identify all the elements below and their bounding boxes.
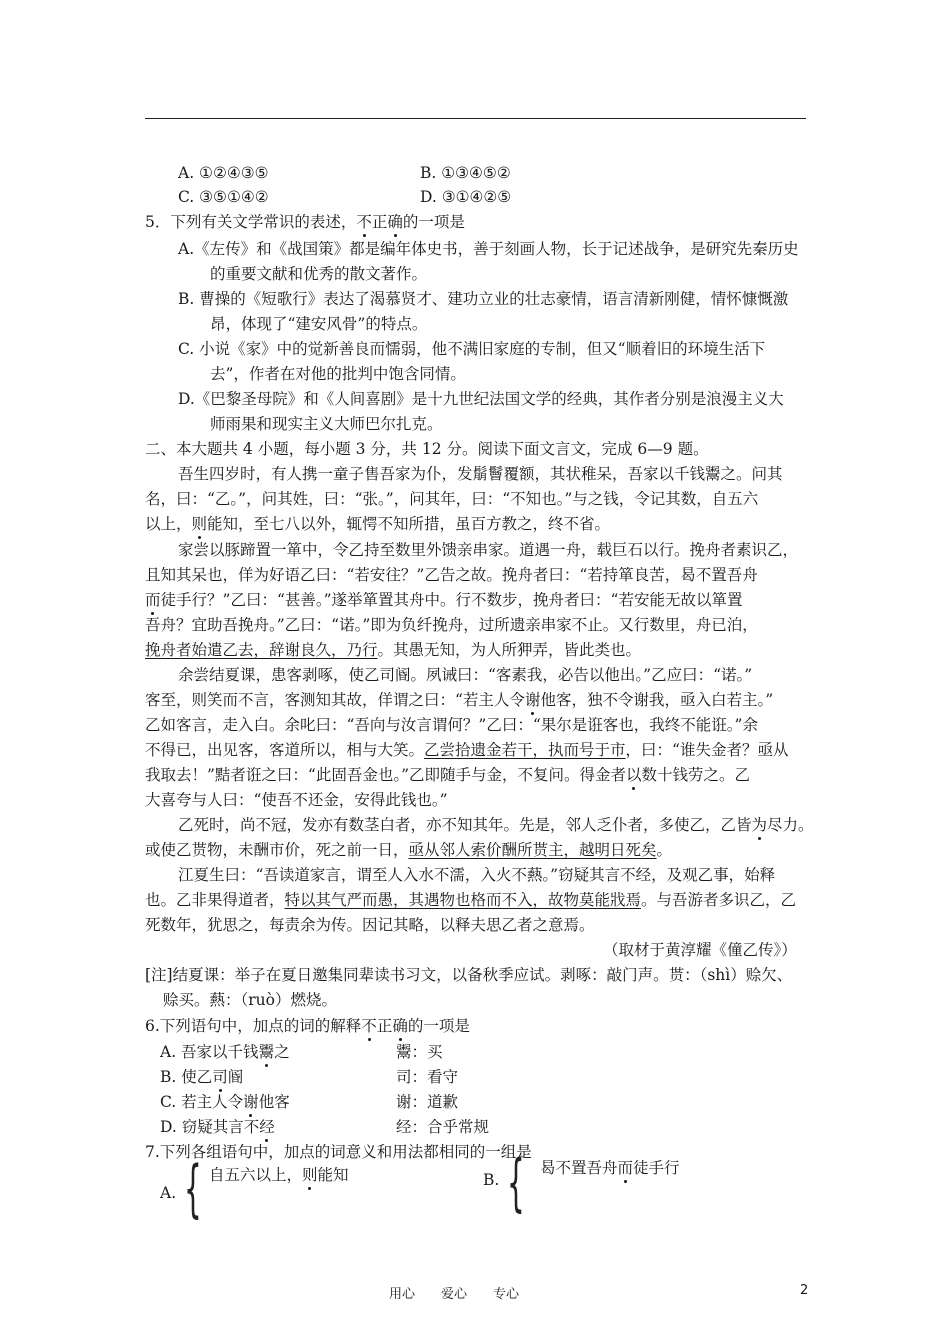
q7-option-a-label: A. — [160, 1184, 177, 1202]
passage-line: 我取去！”黠者诳之曰：“此固吾金也。”乙即随手与金，不复问。得金者以数十钱劳之。乙 — [145, 766, 751, 784]
passage-line: 死数年，犹思之，每责余为传。因记其略，以释夫思乙者之意焉。 — [145, 916, 595, 934]
q7-option-b-label: B. — [483, 1171, 500, 1189]
q5-option-a: A.《左传》和《战国策》都是编年体史书，善于刻画人物，长于记述战争，是研究先秦历史 — [178, 240, 799, 258]
passage-note: [注]结夏课：举子在夏日邀集同辈读书习文，以备秋季应试。剥啄：敲门声。贳：（shì）赊欠、 — [145, 966, 793, 984]
q5-option-c: C. 小说《家》中的觉新善良而懦弱，他不满旧家庭的专制，但又“顺着旧的环境生活下 — [178, 340, 766, 358]
passage-line: 或使乙贳物，未酬市价，死之前一日，亟从邻人索价酬所贳主，越明日死矣。 — [145, 841, 673, 859]
q7-option-a-line1: 自五六以上，则能知 — [209, 1166, 349, 1184]
q6-option-d-gloss: 经：合乎常规 — [396, 1118, 490, 1136]
q5-option-d-cont: 师雨果和现实主义大师巴尔扎克。 — [210, 415, 443, 433]
q6-option-c-gloss: 谢：道歉 — [396, 1093, 459, 1111]
passage-source: （取材于黄淳耀《僮乙传》） — [603, 941, 797, 959]
q5-stem: 5．下列有关文学常识的表述，不正确的一项是 — [145, 213, 465, 231]
underlined-sentence: 乙尝拾遗金若干，执而号于市 — [424, 741, 626, 759]
underlined-sentence: 挽舟者始遣乙去，辞谢良久，乃行 — [145, 641, 378, 659]
passage-line: 乙死时，尚不冠，发亦有数茎白者，亦不知其年。先是，邻人乏仆者，多使乙，乙皆为尽力。 — [178, 816, 814, 834]
passage-line: 以上，则能知，至七八以外，辄愕不知所措，虽百方教之，终不省。 — [145, 515, 611, 533]
q5-option-d: D.《巴黎圣母院》和《人间喜剧》是十九世纪法国文学的经典，其作者分别是浪漫主义大 — [178, 390, 784, 408]
q6-stem: 6.下列语句中，加点的词的解释不正确的一项是 — [145, 1017, 470, 1035]
left-brace-icon: { — [184, 1152, 202, 1225]
q6-option-a-gloss: 鬻：买 — [396, 1043, 443, 1061]
q7-stem: 7.下列各组语句中，加点的词意义和用法都相同的一组是 — [145, 1143, 532, 1161]
q6-option-b: B. 使乙司阍 — [160, 1068, 244, 1086]
passage-line: 大喜夸与人曰：“使吾不还金，安得此钱也。” — [145, 791, 448, 809]
passage-note-cont: 赊买。爇：（ruò）燃烧。 — [163, 991, 337, 1009]
passage-line: 也。乙非果得道者，特以其气严而愚，其遇物也格而不入，故物莫能戕焉。与吾游者多识乙，乙 — [145, 891, 797, 909]
q6-option-a: A. 吾家以千钱鬻之 — [160, 1043, 290, 1061]
q6-option-c: C. 若主人令谢他客 — [160, 1093, 290, 1111]
passage-line: 客至，则笑而不言，客测知其故，佯谓之曰：“若主人令谢他客，独不令谢我，亟入白若主。” — [145, 691, 774, 709]
passage-line: 不得已，出见客，客道所以，相与大笑。乙尝拾遗金若干，执而号于市，曰：“谁失金者？亟从 — [145, 741, 789, 759]
passage-line: 吾舟？宜助吾挽舟。”乙曰：“诺。”即为负纤挽舟，过所遗亲串家不止。又行数里，舟已泊， — [145, 616, 758, 634]
q6-option-b-gloss: 司：看守 — [396, 1068, 459, 1086]
q7-option-b-line1: 曷不置吾舟而徒手行 — [540, 1159, 680, 1177]
q6-option-d: D. 窃疑其言不经 — [160, 1118, 275, 1136]
header-rule — [145, 118, 806, 119]
passage-line: 挽舟者始遣乙去，辞谢良久，乃行。其愚无知，为人所狎弄，皆此类也。 — [145, 641, 642, 659]
passage-line: 乙如客言，走入白。余叱曰：“吾向与汝言谓何？”乙曰：“果尔是诳客也，我终不能诳。”余 — [145, 716, 758, 734]
passage-line: 吾生四岁时，有人携一童子售吾家为仆，发鬅鬙覆额，其状稚呆，吾家以千钱鬻之。问其 — [178, 465, 783, 483]
passage-line: 而徒手行？”乙曰：“甚善。”遂举箪置其舟中。行不数步，挽舟者曰：“若安能无故以箪置 — [145, 591, 743, 609]
page-number: 2 — [800, 1283, 809, 1298]
q4-option-c: C. ③⑤①④② — [178, 188, 269, 206]
underlined-sentence: 亟从邻人索价酬所贳主，越明日死矣 — [408, 841, 657, 859]
q4-option-d: D. ③①④②⑤ — [420, 188, 512, 206]
passage-line: 家尝以豚蹄置一箪中，令乙持至数里外馈亲串家。道遇一舟，载巨石以行。挽舟者素识乙， — [178, 541, 799, 559]
section-2-heading: 二、本大题共 4 小题，每小题 3 分，共 12 分。阅读下面文言文，完成 6—9 题。 — [145, 440, 709, 458]
underlined-sentence: 特以其气严而愚，其遇物也格而不入，故物莫能戕焉 — [284, 891, 642, 909]
footer-motto: 用心 爱心 专心 — [389, 1287, 520, 1302]
q5-option-b-cont: 昂，体现了“建安风骨”的特点。 — [210, 315, 428, 333]
q5-option-c-cont: 去”，作者在对他的批判中饱含同情。 — [210, 365, 466, 383]
passage-line: 江夏生曰：“吾读道家言，谓至人入水不濡，入火不爇。”窃疑其言不经，及观乙事，始释 — [178, 866, 776, 884]
left-brace-icon: { — [507, 1146, 525, 1219]
passage-line: 且知其呆也，佯为好语乙曰：“若安往？”乙告之故。挽舟者曰：“若持箪良苦，曷不置吾舟 — [145, 566, 758, 584]
q4-option-b: B. ①③④⑤② — [420, 164, 511, 182]
q5-option-a-cont: 的重要文献和优秀的散文著作。 — [210, 265, 428, 283]
passage-line: 余尝结夏课，患客剥啄，使乙司阍。夙诫曰：“客素我，必告以他出。”乙应曰：“诺。” — [178, 666, 753, 684]
q4-option-a: A. ①②④③⑤ — [178, 164, 269, 182]
passage-line: 名，曰：“乙。”，问其姓，曰：“张。”，问其年，曰：“不知也。”与之钱，令记其数，自五六 — [145, 490, 759, 508]
q5-option-b: B. 曹操的《短歌行》表达了渴慕贤才、建功立业的壮志豪情，语言清新刚健，情怀慷慨激 — [178, 290, 789, 308]
